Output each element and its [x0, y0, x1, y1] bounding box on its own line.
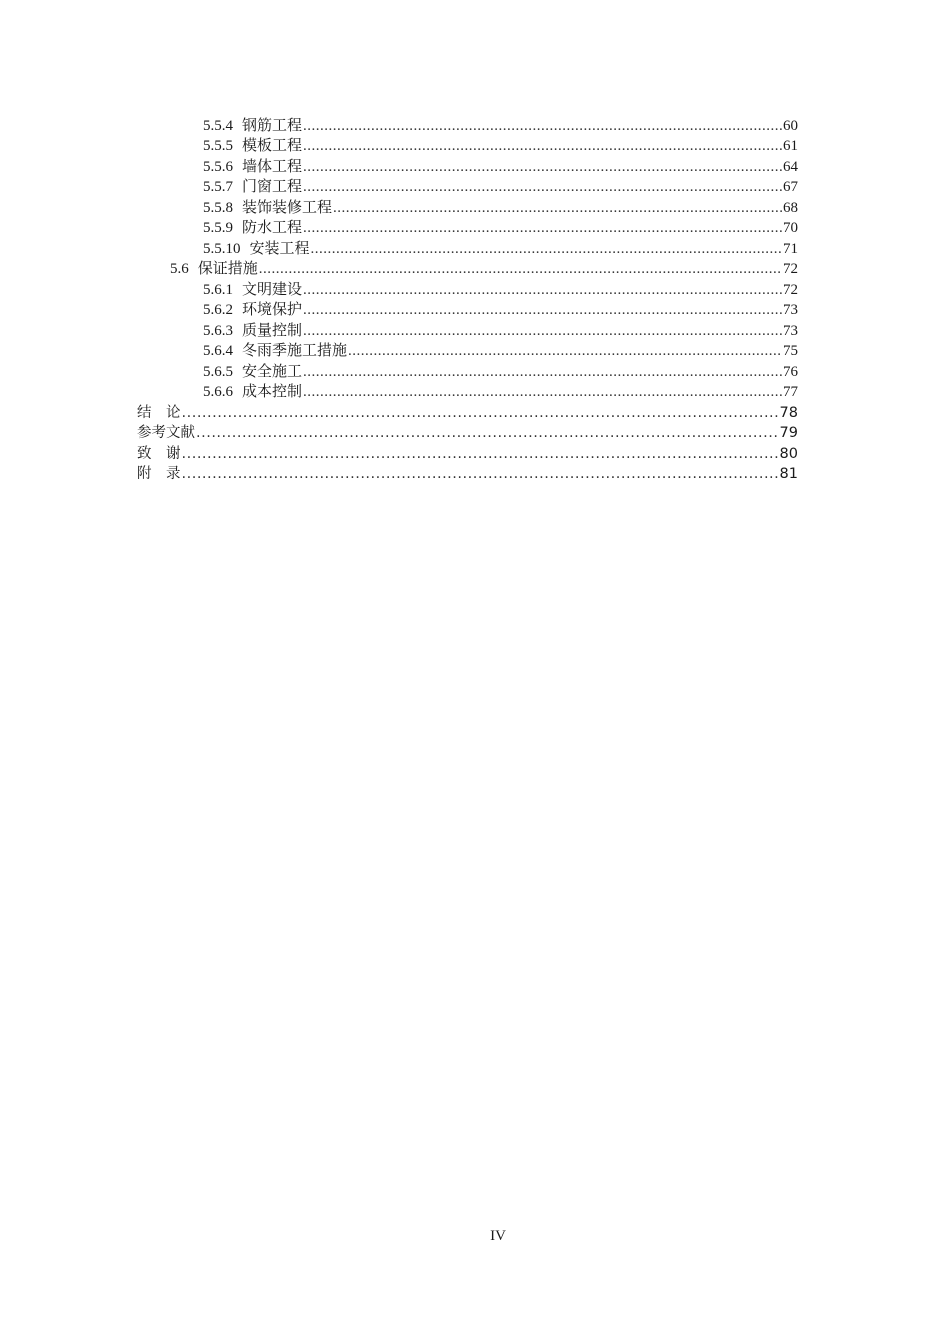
toc-entry[interactable]	[0, 340, 950, 361]
dot-leader	[333, 199, 782, 217]
dot-leader	[182, 445, 779, 463]
toc-entry[interactable]	[0, 196, 950, 217]
toc-entry-page: 61	[783, 138, 798, 154]
dot-leader	[303, 363, 782, 381]
toc-entry-number: 5.6.4	[203, 343, 233, 359]
toc-entry-page: 68	[783, 199, 798, 216]
toc-entry-page: 73	[783, 322, 798, 339]
toc-entry[interactable]	[0, 422, 950, 443]
toc-entry-number: 5.5.4	[203, 117, 233, 134]
toc-entry-title: 模板工程	[242, 138, 303, 154]
toc-entry[interactable]	[0, 299, 950, 320]
toc-entry-title: 保证措施	[197, 261, 258, 277]
toc-entry-number: 5.6	[170, 261, 189, 277]
toc-entry[interactable]	[0, 217, 950, 238]
toc-entry-title: 环境保护	[242, 302, 303, 318]
toc-entry-number: 5.6.2	[203, 302, 233, 318]
toc-entry[interactable]	[0, 319, 950, 340]
toc-entry-page: 73	[783, 302, 798, 318]
toc-entry-page: 64	[783, 158, 798, 175]
toc-entry-page: 60	[783, 117, 798, 134]
toc-entry-title: 门窗工程	[242, 179, 303, 195]
toc-entry-number: 5.6.5	[203, 363, 233, 380]
toc-entry-title: 安全施工	[242, 363, 303, 380]
toc-entry-page: 76	[783, 363, 798, 380]
toc-entry-number: 5.5.5	[203, 138, 233, 154]
toc-entry-number: 5.5.10	[203, 240, 241, 257]
table-of-contents	[0, 114, 950, 483]
toc-entry[interactable]	[0, 360, 950, 381]
dot-leader	[303, 281, 782, 299]
toc-entry-number: 5.5.7	[203, 179, 233, 195]
dot-leader	[303, 117, 782, 135]
toc-entry-number: 5.6.3	[203, 322, 233, 339]
toc-entry[interactable]	[0, 278, 950, 299]
toc-entry[interactable]	[0, 176, 950, 197]
dot-leader	[303, 219, 782, 237]
toc-entry-number: 5.5.6	[203, 158, 233, 175]
toc-entry-page: 80	[779, 445, 798, 462]
toc-entry-number: 5.6.1	[203, 281, 233, 298]
toc-entry-page: 67	[783, 179, 798, 195]
dot-leader	[259, 260, 782, 278]
toc-entry[interactable]	[0, 401, 950, 422]
dot-leader	[303, 178, 782, 196]
toc-entry-page: 77	[783, 384, 798, 400]
dot-leader	[303, 301, 782, 319]
toc-entry[interactable]	[0, 237, 950, 258]
page-number: IV	[490, 1228, 506, 1244]
toc-entry-title: 结 论	[137, 404, 181, 421]
toc-entry-title: 装饰装修工程	[242, 199, 333, 216]
toc-entry[interactable]	[0, 381, 950, 402]
dot-leader	[348, 342, 782, 360]
toc-entry-page: 79	[779, 425, 798, 441]
dot-leader	[182, 404, 779, 422]
toc-entry-page: 81	[779, 466, 798, 482]
toc-entry-number: 5.6.6	[203, 384, 233, 400]
toc-entry-title: 安装工程	[249, 240, 310, 257]
toc-entry-page: 71	[783, 240, 798, 257]
toc-entry-page: 72	[783, 261, 798, 277]
toc-entry-title: 防水工程	[242, 220, 303, 236]
toc-entry-page: 78	[779, 404, 798, 421]
toc-entry-title: 参考文献	[137, 425, 195, 441]
dot-leader	[303, 158, 782, 176]
toc-entry-title: 钢筋工程	[242, 117, 303, 134]
toc-entry-title: 冬雨季施工措施	[242, 343, 348, 359]
toc-entry[interactable]	[0, 114, 950, 135]
toc-entry-page: 75	[783, 343, 798, 359]
toc-entry-page: 72	[783, 281, 798, 298]
toc-entry[interactable]	[0, 442, 950, 463]
dot-leader	[303, 137, 782, 155]
toc-entry-number: 5.5.8	[203, 199, 233, 216]
dot-leader	[303, 322, 782, 340]
toc-entry-title: 致 谢	[137, 445, 181, 462]
toc-entry-title: 成本控制	[242, 384, 303, 400]
dot-leader	[311, 240, 782, 258]
toc-entry[interactable]	[0, 258, 950, 279]
toc-entry[interactable]	[0, 155, 950, 176]
toc-entry-number: 5.5.9	[203, 220, 233, 236]
toc-entry[interactable]	[0, 135, 950, 156]
toc-entry-title: 附 录	[137, 466, 181, 482]
toc-entry-title: 质量控制	[242, 322, 303, 339]
dot-leader	[196, 424, 779, 442]
toc-entry[interactable]	[0, 463, 950, 484]
toc-entry-title: 墙体工程	[242, 158, 303, 175]
dot-leader	[303, 383, 782, 401]
toc-entry-title: 文明建设	[242, 281, 303, 298]
dot-leader	[182, 465, 779, 483]
toc-entry-page: 70	[783, 220, 798, 236]
